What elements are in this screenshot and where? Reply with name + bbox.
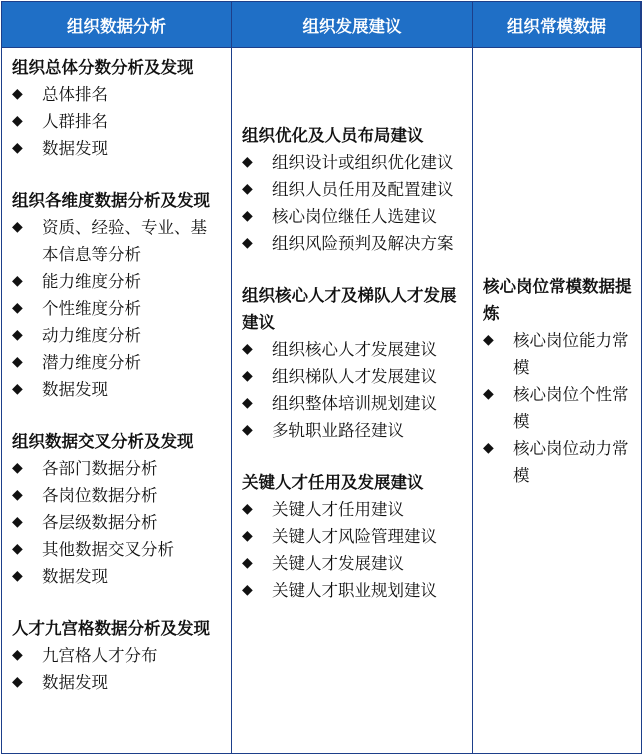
list-item-text: 多轨职业路径建议 bbox=[272, 421, 404, 440]
column-org-development-advice bbox=[232, 48, 473, 753]
column-org-norm-data bbox=[473, 48, 641, 753]
diamond-bullet-icon: ◆ bbox=[483, 439, 494, 456]
list-item-text: 关键人才任用建议 bbox=[272, 500, 404, 519]
diamond-bullet-icon: ◆ bbox=[12, 300, 23, 316]
diamond-bullet-icon: ◆ bbox=[483, 385, 494, 402]
list-item bbox=[242, 336, 464, 363]
section bbox=[242, 282, 464, 444]
diamond-bullet-icon: ◆ bbox=[242, 555, 253, 571]
section bbox=[12, 428, 223, 590]
list-item bbox=[12, 108, 223, 135]
list-item bbox=[483, 381, 633, 435]
list-item-text: 核心岗位动力常模 bbox=[513, 438, 629, 485]
list-item-text: 组织核心人才发展建议 bbox=[272, 340, 437, 359]
list-item-text: 能力维度分析 bbox=[42, 272, 141, 291]
section-title: 关键人才任用及发展建议 bbox=[242, 473, 424, 492]
header-org-norm-data: 组织常模数据 bbox=[473, 2, 641, 48]
item-list bbox=[242, 149, 464, 257]
list-item-text: 各层级数据分析 bbox=[42, 513, 158, 532]
diamond-bullet-icon: ◆ bbox=[12, 460, 23, 476]
diamond-bullet-icon: ◆ bbox=[12, 674, 23, 690]
list-item-text: 关键人才职业规划建议 bbox=[272, 581, 437, 600]
list-item-text: 组织整体培训规划建议 bbox=[272, 394, 437, 413]
diamond-bullet-icon: ◆ bbox=[12, 273, 23, 289]
list-item bbox=[242, 149, 464, 176]
list-item bbox=[242, 176, 464, 203]
list-item bbox=[12, 455, 223, 482]
list-item bbox=[242, 523, 464, 550]
item-list bbox=[12, 81, 223, 162]
list-item bbox=[12, 376, 223, 403]
list-item-text: 总体排名 bbox=[42, 85, 108, 104]
section-title: 组织总体分数分析及发现 bbox=[12, 58, 194, 77]
list-item bbox=[12, 81, 223, 108]
list-item-text: 组织风险预判及解决方案 bbox=[272, 234, 454, 253]
list-item-text: 组织设计或组织优化建议 bbox=[272, 153, 454, 172]
list-item-text: 关键人才发展建议 bbox=[272, 554, 404, 573]
list-item-text: 关键人才风险管理建议 bbox=[272, 527, 437, 546]
diamond-bullet-icon: ◆ bbox=[242, 368, 253, 384]
diamond-bullet-icon: ◆ bbox=[12, 219, 23, 235]
list-item bbox=[242, 390, 464, 417]
list-item-text: 数据发现 bbox=[42, 380, 108, 399]
item-list bbox=[242, 496, 464, 604]
list-item bbox=[12, 135, 223, 162]
diamond-bullet-icon: ◆ bbox=[242, 181, 253, 197]
content-table bbox=[1, 1, 642, 754]
diamond-bullet-icon: ◆ bbox=[12, 354, 23, 370]
list-item-text: 数据发现 bbox=[42, 139, 108, 158]
list-item bbox=[12, 214, 223, 268]
list-item bbox=[12, 669, 223, 696]
list-item-text: 组织人员任用及配置建议 bbox=[272, 180, 454, 199]
list-item bbox=[12, 482, 223, 509]
item-list bbox=[242, 336, 464, 444]
diamond-bullet-icon: ◆ bbox=[12, 327, 23, 343]
list-item-text: 九宫格人才分布 bbox=[42, 646, 158, 665]
diamond-bullet-icon: ◆ bbox=[12, 86, 23, 102]
section-title: 组织各维度数据分析及发现 bbox=[12, 191, 210, 210]
section bbox=[12, 615, 223, 696]
diamond-bullet-icon: ◆ bbox=[12, 113, 23, 129]
diamond-bullet-icon: ◆ bbox=[12, 487, 23, 503]
list-item-text: 各岗位数据分析 bbox=[42, 486, 158, 505]
list-item-text: 资质、经验、专业、基本信息等分析 bbox=[42, 218, 207, 264]
list-item bbox=[242, 496, 464, 523]
item-list bbox=[483, 327, 633, 489]
diamond-bullet-icon: ◆ bbox=[242, 208, 253, 224]
diamond-bullet-icon: ◆ bbox=[12, 541, 23, 557]
list-item-text: 动力维度分析 bbox=[42, 326, 141, 345]
list-item bbox=[242, 417, 464, 444]
diamond-bullet-icon: ◆ bbox=[242, 395, 253, 411]
header-org-data-analysis: 组织数据分析 bbox=[2, 2, 232, 48]
diamond-bullet-icon: ◆ bbox=[242, 154, 253, 170]
list-item bbox=[12, 536, 223, 563]
list-item bbox=[483, 327, 633, 381]
list-item-text: 核心岗位能力常模 bbox=[513, 330, 629, 377]
section-title: 人才九宫格数据分析及发现 bbox=[12, 619, 210, 638]
diamond-bullet-icon: ◆ bbox=[12, 381, 23, 397]
list-item-text: 个性维度分析 bbox=[42, 299, 141, 318]
list-item bbox=[242, 230, 464, 257]
diamond-bullet-icon: ◆ bbox=[242, 582, 253, 598]
diamond-bullet-icon: ◆ bbox=[242, 528, 253, 544]
list-item bbox=[12, 349, 223, 376]
section bbox=[12, 54, 223, 162]
column-org-data-analysis bbox=[2, 48, 232, 753]
diamond-bullet-icon: ◆ bbox=[242, 422, 253, 438]
item-list bbox=[12, 455, 223, 590]
list-item-text: 人群排名 bbox=[42, 112, 108, 131]
list-item bbox=[12, 268, 223, 295]
diamond-bullet-icon: ◆ bbox=[483, 331, 494, 348]
list-item bbox=[242, 203, 464, 230]
list-item-text: 其他数据交叉分析 bbox=[42, 540, 174, 559]
diamond-bullet-icon: ◆ bbox=[12, 140, 23, 156]
section-title: 组织优化及人员布局建议 bbox=[242, 126, 424, 145]
header-org-development-advice: 组织发展建议 bbox=[232, 2, 473, 48]
list-item bbox=[12, 509, 223, 536]
list-item-text: 数据发现 bbox=[42, 567, 108, 586]
diamond-bullet-icon: ◆ bbox=[12, 568, 23, 584]
list-item bbox=[242, 363, 464, 390]
list-item bbox=[12, 642, 223, 669]
list-item bbox=[12, 295, 223, 322]
list-item-text: 核心岗位继任人选建议 bbox=[272, 207, 437, 226]
list-item bbox=[12, 563, 223, 590]
diamond-bullet-icon: ◆ bbox=[12, 647, 23, 663]
diamond-bullet-icon: ◆ bbox=[242, 501, 253, 517]
section bbox=[242, 469, 464, 604]
section bbox=[12, 187, 223, 403]
diamond-bullet-icon: ◆ bbox=[12, 514, 23, 530]
item-list bbox=[12, 642, 223, 696]
list-item-text: 组织梯队人才发展建议 bbox=[272, 367, 437, 386]
list-item-text: 数据发现 bbox=[42, 673, 108, 692]
list-item bbox=[483, 435, 633, 489]
item-list bbox=[12, 214, 223, 403]
section bbox=[483, 273, 633, 489]
list-item-text: 核心岗位个性常模 bbox=[513, 384, 629, 431]
list-item bbox=[12, 322, 223, 349]
list-item-text: 潜力维度分析 bbox=[42, 353, 141, 372]
list-item bbox=[242, 577, 464, 604]
section-title: 核心岗位常模数据提炼 bbox=[483, 276, 632, 323]
section bbox=[242, 122, 464, 257]
diamond-bullet-icon: ◆ bbox=[242, 235, 253, 251]
section-title: 组织核心人才及梯队人才发展建议 bbox=[242, 286, 457, 332]
list-item-text: 各部门数据分析 bbox=[42, 459, 158, 478]
section-title: 组织数据交叉分析及发现 bbox=[12, 432, 194, 451]
list-item bbox=[242, 550, 464, 577]
diamond-bullet-icon: ◆ bbox=[242, 341, 253, 357]
